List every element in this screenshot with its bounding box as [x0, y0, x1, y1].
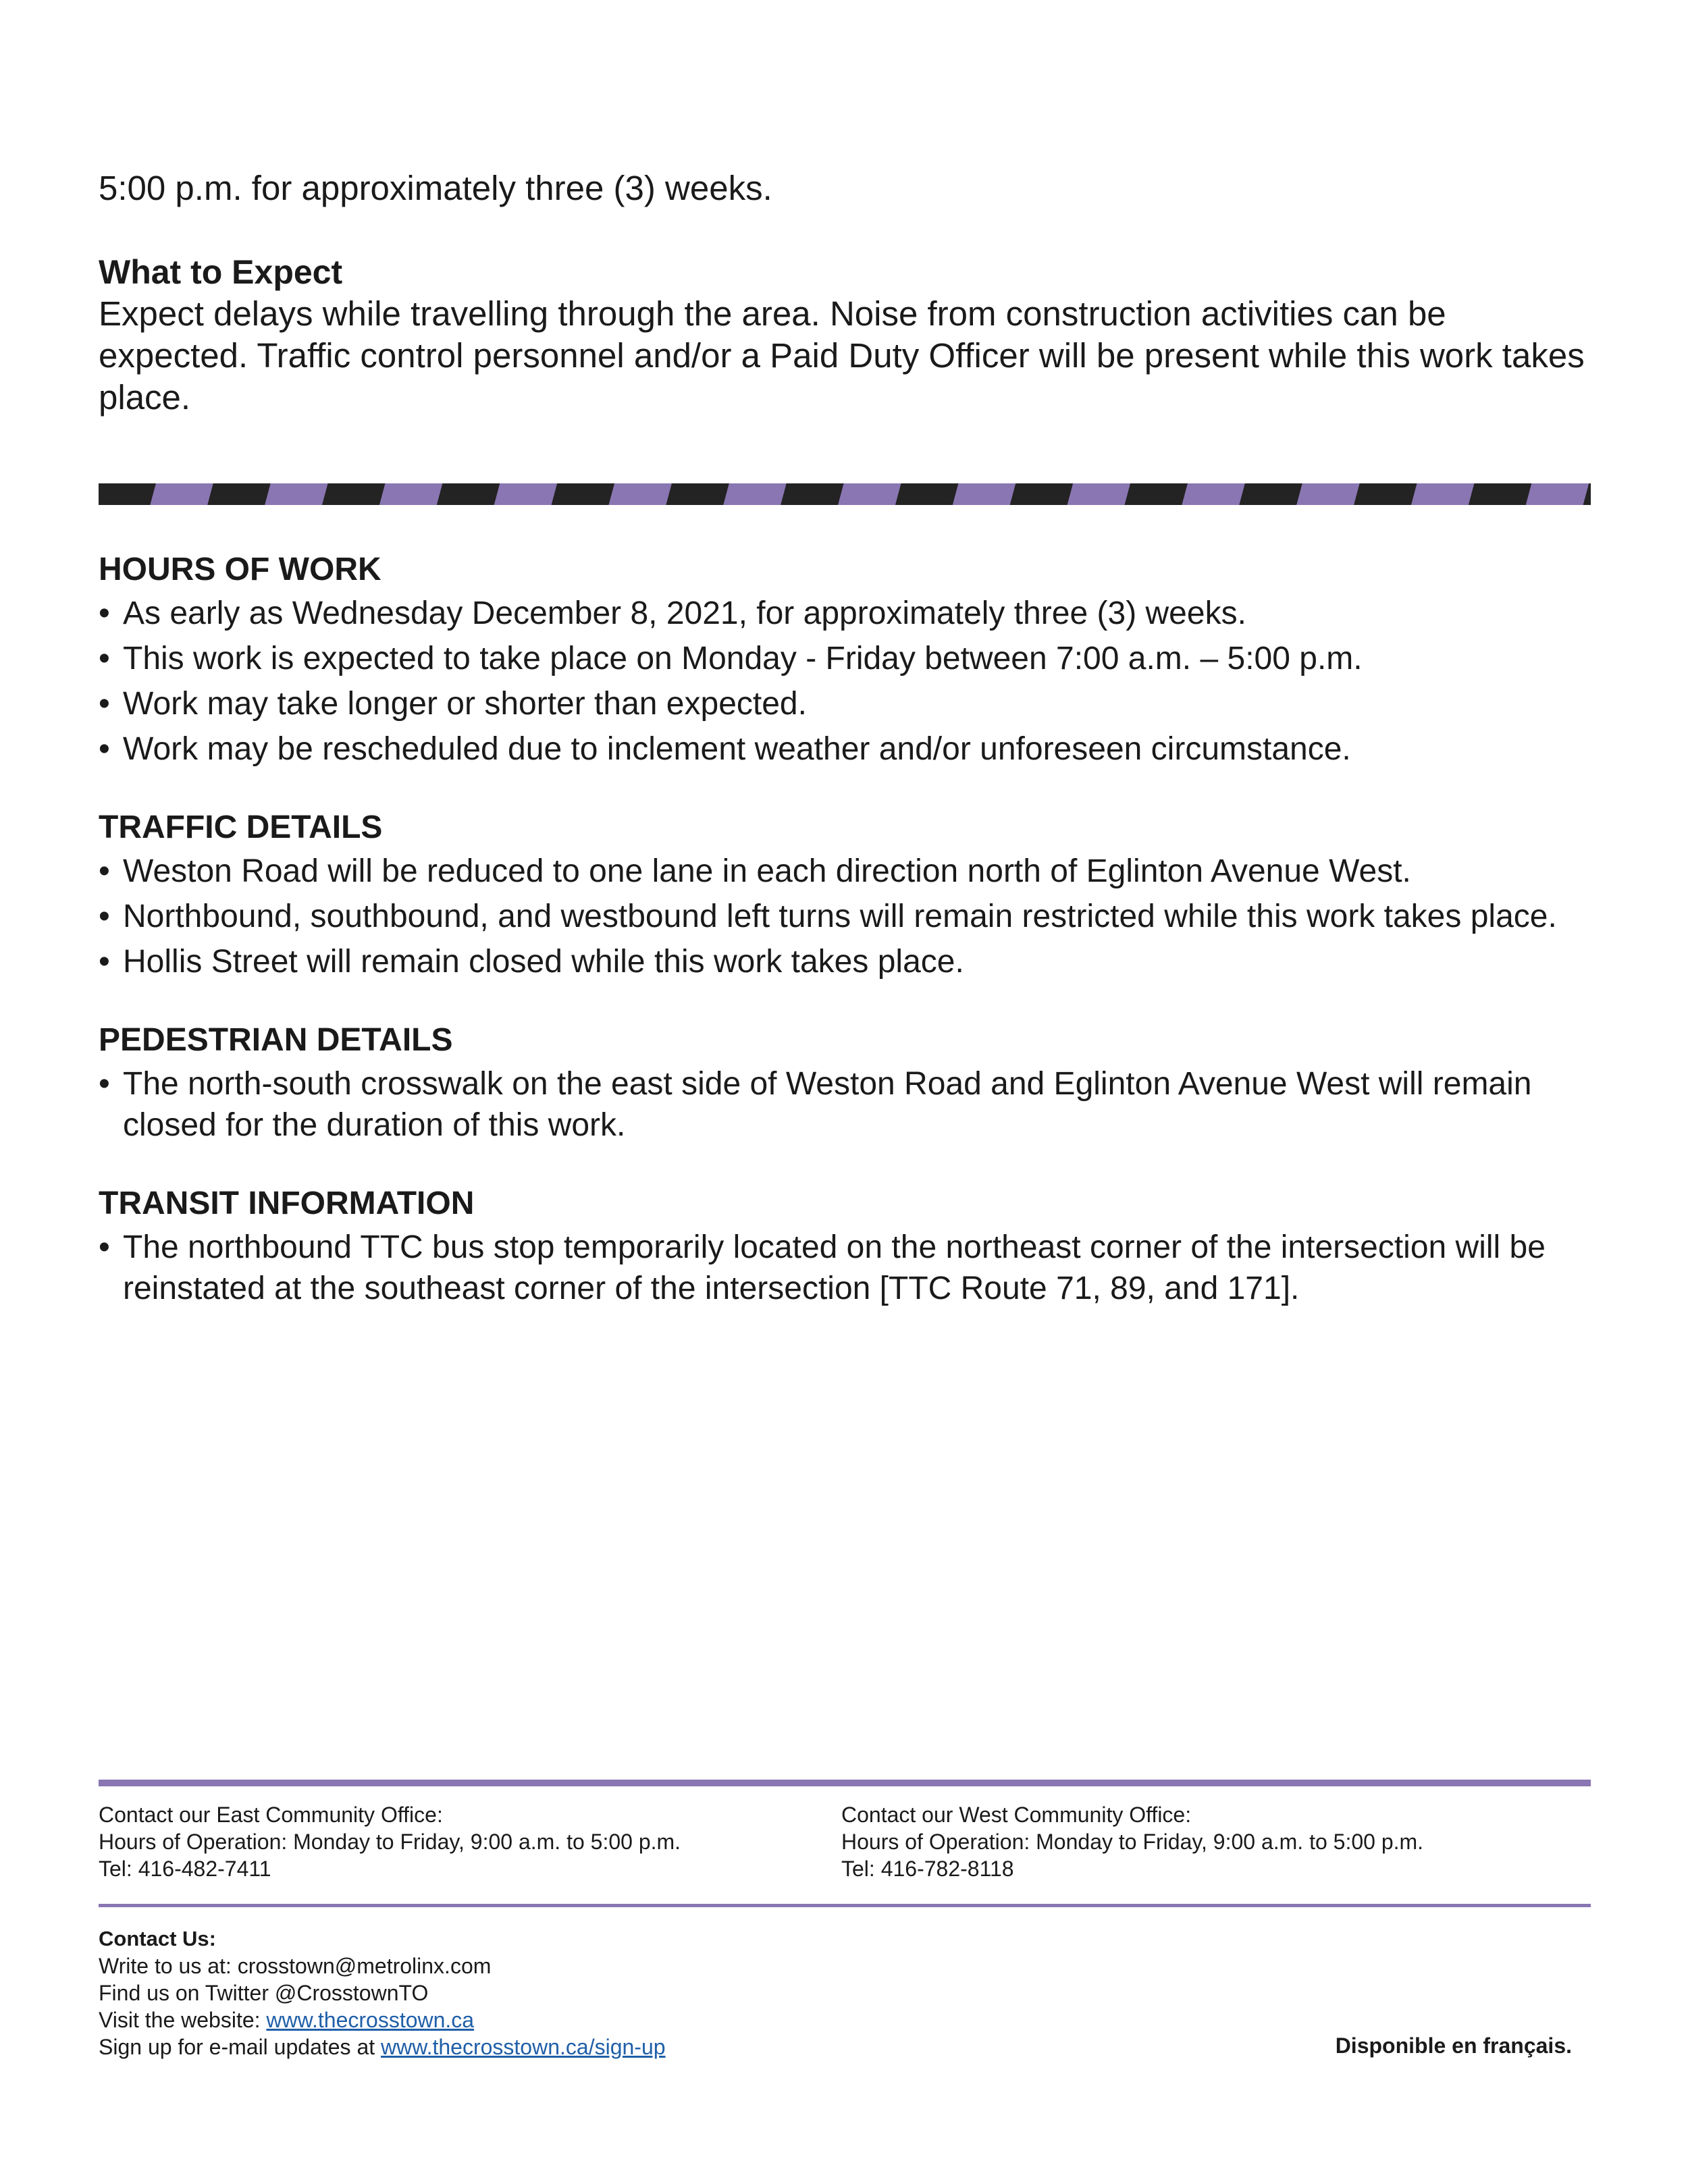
list-item-text: This work is expected to take place on Monday - Friday between 7:00 a.m. – 5:00 p.m.	[123, 641, 1363, 676]
contact-twitter-line: Find us on Twitter @CrosstownTO	[99, 1981, 429, 2005]
west-office-tel: Tel: 416-782-8118	[841, 1857, 1014, 1881]
list-item-text: The north-south crosswalk on the east side of Weston Road and Eglinton Avenue West will remain closed for the duration of this work.	[123, 1066, 1532, 1143]
list-item	[99, 851, 1591, 892]
contact-us-block	[99, 1925, 666, 2060]
list-item	[99, 941, 1591, 982]
bullet-list	[99, 1063, 1591, 1146]
west-office-info	[841, 1801, 1423, 1882]
what-to-expect-body: Expect delays while travelling through the area. Noise from construction activities can be expected. Traffic control personnel and/or a Paid Duty Officer will be present while this work takes place.	[99, 294, 1585, 417]
section-heading: HOURS OF WORK	[99, 552, 381, 587]
east-office-info	[99, 1801, 681, 1882]
signup-prefix: Sign up for e-mail updates at	[99, 2035, 381, 2059]
bullet-icon: •	[99, 595, 110, 631]
contact-email-line: Write to us at: crosstown@metrolinx.com	[99, 1954, 492, 1978]
section-transit-information	[99, 1183, 1591, 1309]
contact-us-heading: Contact Us:	[99, 1927, 216, 1950]
bullet-list	[99, 593, 1591, 770]
intro-block	[99, 167, 1591, 419]
list-item	[99, 638, 1591, 679]
bullet-list	[99, 851, 1591, 982]
list-item-text: As early as Wednesday December 8, 2021, for approximately three (3) weeks.	[123, 595, 1246, 631]
bullet-icon: •	[99, 641, 110, 676]
east-office-tel: Tel: 416-482-7411	[99, 1857, 271, 1881]
list-item-text: Northbound, southbound, and westbound left turns will remain restricted while this work takes place.	[123, 899, 1557, 934]
east-office-title: Contact our East Community Office:	[99, 1803, 443, 1827]
west-office-hours: Hours of Operation: Monday to Friday, 9:00 a.m. to 5:00 p.m.	[841, 1830, 1424, 1854]
bullet-icon: •	[99, 899, 110, 934]
east-office-hours: Hours of Operation: Monday to Friday, 9:00 a.m. to 5:00 p.m.	[99, 1830, 681, 1854]
list-item	[99, 593, 1591, 634]
striped-divider	[99, 483, 1591, 505]
bullet-icon: •	[99, 1066, 110, 1102]
list-item-text: The northbound TTC bus stop temporarily located on the northeast corner of the intersection will be reinstated at the southeast corner of the intersection [TTC Route 71, 89, and 171].	[123, 1229, 1546, 1306]
bullet-icon: •	[99, 944, 110, 980]
list-item	[99, 1227, 1591, 1309]
footer-divider-top	[99, 1780, 1591, 1786]
bullet-icon: •	[99, 1229, 110, 1265]
signup-link[interactable]: www.thecrosstown.ca/sign-up	[381, 2035, 666, 2059]
what-to-expect-heading: What to Expect	[99, 253, 343, 291]
section-pedestrian-details	[99, 1020, 1591, 1146]
section-heading: TRAFFIC DETAILS	[99, 809, 383, 845]
website-link[interactable]: www.thecrosstown.ca	[266, 2008, 475, 2032]
list-item-text: Hollis Street will remain closed while this work takes place.	[123, 944, 964, 980]
list-item	[99, 728, 1591, 770]
contact-website-line	[99, 2006, 666, 2033]
section-hours-of-work	[99, 550, 1591, 770]
section-heading: PEDESTRIAN DETAILS	[99, 1022, 453, 1058]
french-availability-note: Disponible en français.	[1335, 2033, 1572, 2058]
bullet-list	[99, 1227, 1591, 1309]
list-item	[99, 896, 1591, 937]
list-item	[99, 683, 1591, 724]
details-sections	[99, 550, 1591, 1347]
bullet-icon: •	[99, 731, 110, 767]
footer-divider-middle	[99, 1904, 1591, 1907]
contact-signup-line	[99, 2033, 666, 2060]
list-item-text: Work may be rescheduled due to inclement weather and/or unforeseen circumstance.	[123, 731, 1351, 767]
section-traffic-details	[99, 807, 1591, 982]
bullet-icon: •	[99, 853, 110, 889]
west-office-title: Contact our West Community Office:	[841, 1803, 1192, 1827]
website-prefix: Visit the website:	[99, 2008, 267, 2032]
list-item-text: Weston Road will be reduced to one lane in each direction north of Eglinton Avenue West.	[123, 853, 1411, 889]
list-item-text: Work may take longer or shorter than expected.	[123, 686, 807, 722]
section-heading: TRANSIT INFORMATION	[99, 1186, 475, 1221]
bullet-icon: •	[99, 686, 110, 722]
intro-line: 5:00 p.m. for approximately three (3) weeks.	[99, 169, 772, 207]
list-item	[99, 1063, 1591, 1146]
